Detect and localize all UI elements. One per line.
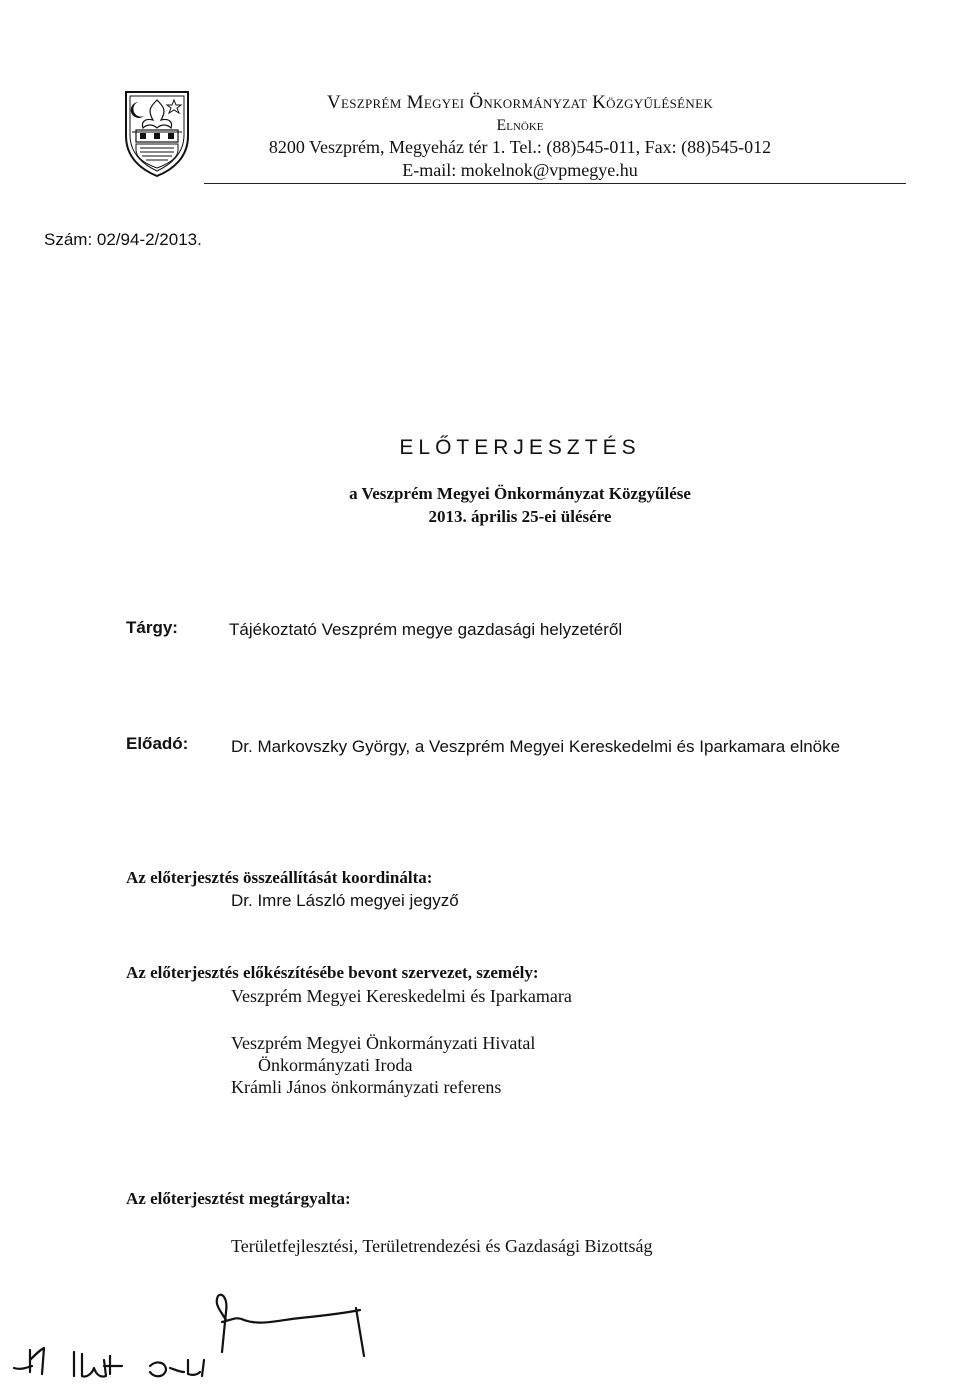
involved-parties-label: Az előterjesztés előkészítésébe bevont szervezet, személy: [126,963,539,982]
document-subtitle-1: a Veszprém Megyei Önkormányzat Közgyűlése [349,484,691,503]
subject-value: Tájékoztató Veszprém megye gazdasági helyzetéről [229,620,623,639]
handwritten-signature-icon [0,1290,420,1386]
discussed-by-label: Az előterjesztést megtárgyalta: [126,1189,351,1208]
letterhead-divider [204,183,906,184]
subject-label: Tárgy: [126,618,178,637]
discussed-by-value: Területfejlesztési, Területrendezési és Gazdasági Bizottság [231,1236,653,1256]
involved-party-1: Veszprém Megyei Kereskedelmi és Iparkamara [231,986,572,1006]
coordinator-value: Dr. Imre László megyei jegyző [231,891,459,910]
involved-party-3: Önkormányzati Iroda [258,1055,413,1075]
document-number: Szám: 02/94-2/2013. [44,230,202,249]
document-title: ELŐTERJESZTÉS [399,436,641,459]
involved-party-2: Veszprém Megyei Önkormányzati Hivatal [231,1033,536,1053]
coordinator-label: Az előterjesztés összeállítását koordinálta: [126,868,433,887]
document-subtitle-2: 2013. április 25-ei ülésére [428,507,612,526]
presenter-value: Dr. Markovszky György, a Veszprém Megyei Kereskedelmi és Iparkamara elnöke [231,737,841,756]
letterhead-address: 8200 Veszprém, Megyeház tér 1. Tel.: (88)545-011, Fax: (88)545-012 [268,137,772,157]
letterhead-subtitle: Elnöke [496,117,544,134]
letterhead-title: Veszprém Megyei Önkormányzat Közgyűlésének [326,92,714,113]
letterhead-email: E-mail: mokelnok@vpmegye.hu [402,160,638,180]
presenter-label: Előadó: [126,734,189,753]
involved-party-4: Krámli János önkormányzati referens [231,1077,502,1097]
